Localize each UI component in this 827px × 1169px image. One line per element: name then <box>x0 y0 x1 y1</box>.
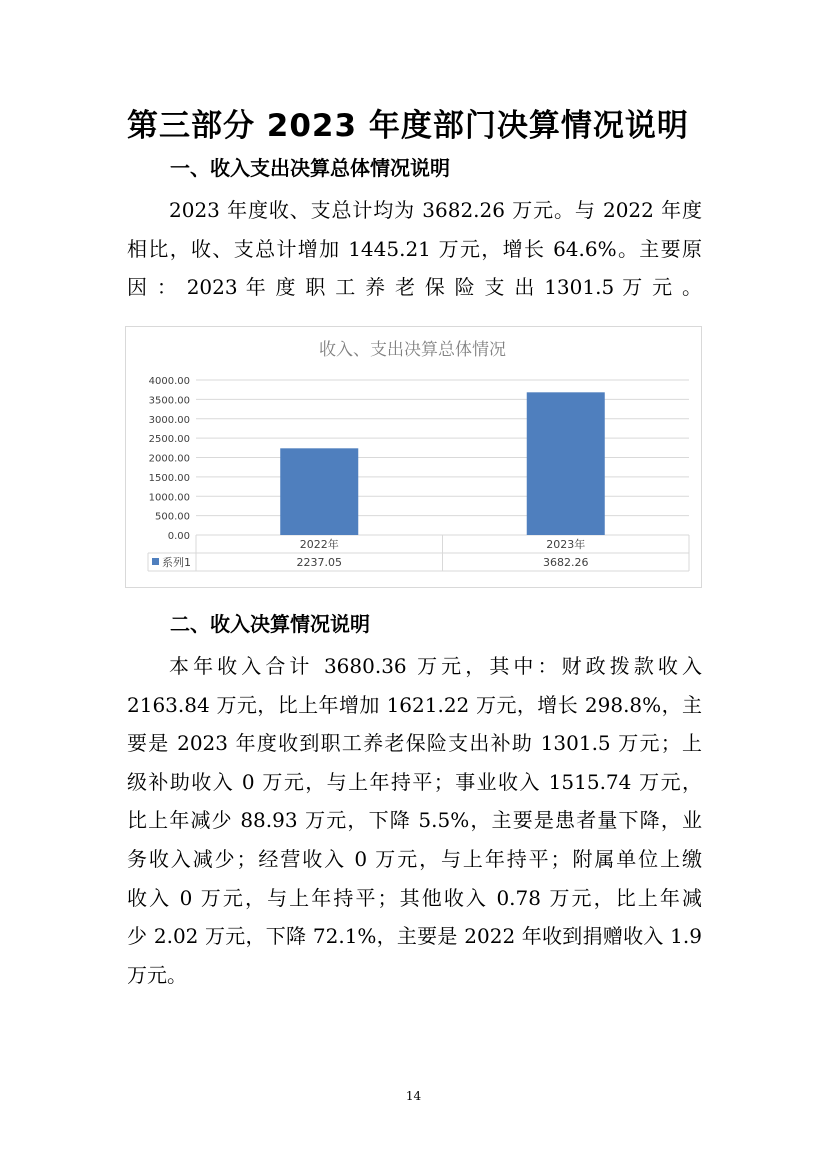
paragraph-line: 少 2.02 万元，下降 72.1%，主要是 2022 年收到捐赠收入 1.9 <box>127 924 702 949</box>
y-tick-label: 500.00 <box>155 511 190 523</box>
data-label: 2237.05 <box>296 556 342 569</box>
section-2-paragraph <box>127 647 702 994</box>
bar-chart <box>125 326 702 588</box>
section-heading-2: 二、收入决算情况说明 <box>170 612 370 636</box>
y-tick-label: 3000.00 <box>148 414 190 426</box>
data-label: 3682.26 <box>543 556 589 569</box>
y-tick-label: 2500.00 <box>148 434 190 446</box>
legend-label: 系列1 <box>162 556 191 569</box>
chart-title: 收入、支出决算总体情况 <box>319 340 506 360</box>
paragraph-line: 要是 2023 年度收到职工养老保险支出补助 1301.5 万元；上 <box>127 731 702 756</box>
paragraph-line: 万元。 <box>127 962 187 987</box>
y-tick-label: 2000.00 <box>148 453 190 465</box>
section-heading-1: 一、收入支出决算总体情况说明 <box>170 156 450 180</box>
x-tick-label: 2023年 <box>546 538 586 551</box>
y-tick-label: 0.00 <box>167 531 190 542</box>
chart-svg <box>126 327 701 587</box>
paragraph-line: 相比，收、支总计增加 1445.21 万元，增长 64.6%。主要原 <box>127 236 702 261</box>
page-title: 第三部分 2023 年度部门决算情况说明 <box>127 108 689 144</box>
bar <box>527 392 605 535</box>
paragraph-line: 比上年减少 88.93 万元，下降 5.5%，主要是患者量下降，业 <box>127 808 702 833</box>
paragraph-line: 本年收入合计 3680.36 万元，其中：财政拨款收入 <box>169 654 702 678</box>
paragraph-line: 2023 年度收、支总计均为 3682.26 万元。与 2022 年度 <box>169 198 702 222</box>
legend-swatch <box>152 558 159 565</box>
paragraph-line: 级补助收入 0 万元，与上年持平；事业收入 1515.74 万元， <box>127 769 702 794</box>
section-1-paragraph <box>127 191 702 307</box>
y-tick-label: 3500.00 <box>148 395 190 407</box>
paragraph-line: 务收入减少；经营收入 0 万元，与上年持平；附属单位上缴 <box>127 846 702 871</box>
y-tick-label: 1500.00 <box>148 472 190 484</box>
page-number: 14 <box>405 1089 422 1103</box>
paragraph-line: 2163.84 万元，比上年增加 1621.22 万元，增长 298.8%，主 <box>127 692 702 717</box>
paragraph-line: 因 ： 2023 年 度 职 工 养 老 保 险 支 出 1301.5 万 元 。 <box>127 275 702 300</box>
y-tick-label: 1000.00 <box>148 492 190 504</box>
bar <box>280 448 358 535</box>
paragraph-line: 收入 0 万元，与上年持平；其他收入 0.78 万元，比上年减 <box>127 885 702 910</box>
x-tick-label: 2022年 <box>299 538 339 551</box>
y-tick-label: 4000.00 <box>148 376 190 387</box>
